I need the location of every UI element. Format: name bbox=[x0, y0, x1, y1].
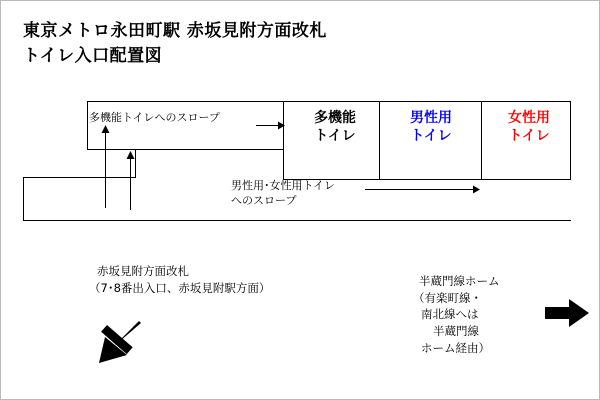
room-label-mens-line-1: 男性用 bbox=[410, 110, 452, 126]
caption-right-line-3: 南北線へは bbox=[421, 307, 479, 322]
wall-divider-multi-mens bbox=[379, 101, 380, 179]
page-title bbox=[23, 19, 327, 68]
room-label-womens-toilet bbox=[489, 109, 569, 145]
slope-label-mens-womens-line-2: へのスロープ bbox=[231, 193, 297, 207]
arrow-down-left-bold bbox=[93, 319, 145, 369]
arrow-up-inner-corridor bbox=[125, 151, 136, 211]
wall-right-outer bbox=[570, 101, 571, 179]
wall-top-left bbox=[87, 101, 283, 102]
arrow-right-bold bbox=[545, 297, 591, 335]
wall-bottom-outer bbox=[23, 220, 483, 221]
wall-step-horizontal bbox=[135, 149, 283, 150]
slope-label-multi-purpose bbox=[89, 111, 220, 126]
room-label-mens-line-2: トイレ bbox=[410, 128, 452, 145]
arrow-up-left-corridor bbox=[100, 125, 111, 209]
arrow-to-mens-womens-toilet bbox=[365, 185, 481, 195]
slope-label-mens-womens bbox=[231, 179, 335, 209]
wall-left-lower-corridor bbox=[23, 177, 24, 221]
caption-right-line-2: （有楽町線・ bbox=[413, 290, 482, 305]
page-title-line-2: トイレ入口配置図 bbox=[23, 45, 163, 66]
caption-right-line-1: 半蔵門線ホーム bbox=[419, 274, 500, 288]
caption-right-line-4: 半蔵門線 bbox=[433, 324, 479, 339]
wall-divider-mens-womens bbox=[481, 101, 482, 179]
wall-left-top-strip bbox=[87, 101, 88, 149]
caption-right-line-5: ホーム経由） bbox=[421, 340, 490, 355]
slope-label-multi-purpose-text: 多機能トイレへのスロープ bbox=[89, 111, 220, 124]
room-label-multi-purpose-line-1: 多機能 bbox=[314, 110, 356, 126]
caption-left-line-1: 赤坂見附方面改札 bbox=[97, 264, 189, 278]
wall-bottom-outer-right bbox=[483, 220, 571, 221]
room-label-womens-line-2: トイレ bbox=[508, 128, 550, 145]
wall-top-rooms bbox=[283, 101, 571, 102]
room-label-multi-purpose-line-2: トイレ bbox=[314, 128, 356, 145]
wall-left-multi-room bbox=[283, 101, 284, 179]
caption-left-line-2: （7･8番出入口、赤坂見附駅方面） bbox=[89, 280, 271, 295]
caption-right-hanzomon-platform bbox=[413, 273, 500, 356]
wall-top-lower-corridor bbox=[23, 177, 135, 178]
room-label-multi-purpose-toilet bbox=[293, 109, 377, 145]
arrow-to-multi-purpose-toilet bbox=[256, 121, 286, 131]
room-label-womens-line-1: 女性用 bbox=[508, 110, 550, 126]
slope-label-mens-womens-line-1: 男性用･女性用トイレ bbox=[231, 179, 335, 192]
toilet-layout-diagram bbox=[1, 89, 600, 229]
caption-left-ticket-gate bbox=[89, 263, 270, 296]
page-title-line-1: 東京メトロ永田町駅 赤坂見附方面改札 bbox=[23, 21, 327, 41]
room-label-mens-toilet bbox=[387, 109, 475, 145]
